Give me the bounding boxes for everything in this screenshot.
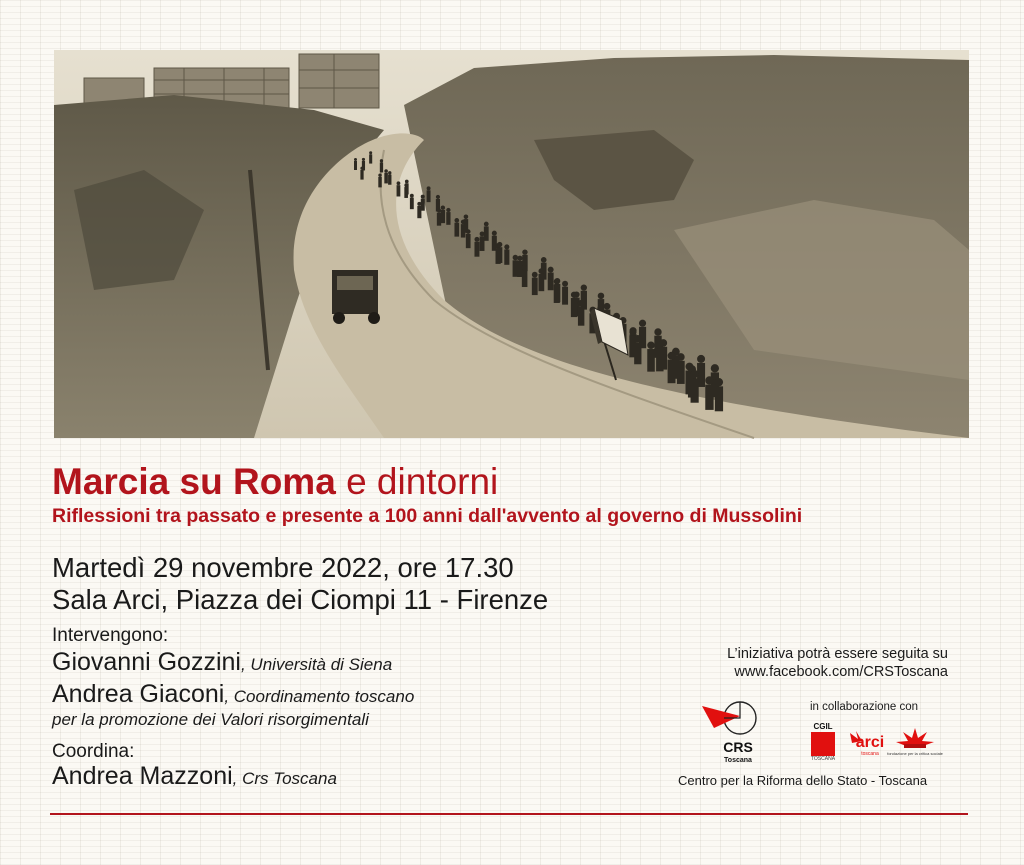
marcher-head <box>388 171 391 174</box>
marcher-head <box>532 272 538 278</box>
cgil-logo-text: CGIL <box>813 722 833 731</box>
bottom-divider <box>50 813 968 815</box>
marcher-head <box>604 303 611 310</box>
marcher-head <box>474 237 479 242</box>
coordinator-label: Coordina: <box>52 741 135 762</box>
marcher-head <box>384 169 388 173</box>
marcher-head <box>715 378 723 386</box>
marcher-figure <box>484 226 489 240</box>
marcher-head <box>380 159 383 162</box>
marcher-figure <box>360 170 363 180</box>
marcher-figure <box>369 154 372 163</box>
marcher-figure <box>388 175 391 185</box>
marcher-figure <box>410 198 414 210</box>
arci-logo-sub: toscana <box>861 751 879 757</box>
marcher-head <box>705 376 713 384</box>
marcher-head <box>369 151 372 154</box>
marcher-head <box>538 268 544 274</box>
marcher-head <box>421 195 425 199</box>
marcher-head <box>578 300 584 306</box>
marcher-head <box>441 206 445 210</box>
marcher-figure <box>497 247 502 263</box>
collab-label: in collaborazione con <box>810 701 919 713</box>
marcher-figure <box>480 236 485 251</box>
speaker-1-affiliation: , Università di Siena <box>240 655 393 674</box>
marcher-head <box>571 292 577 298</box>
fondazione-logo-text: fondazione per la critica sociale <box>887 751 943 756</box>
marcher-head <box>362 158 365 161</box>
marcher-figure <box>532 278 538 295</box>
marcher-head <box>410 194 414 198</box>
marcher-figure <box>474 242 479 257</box>
historical-march-photo <box>54 50 969 438</box>
coordinator-affiliation: , Crs Toscana <box>232 769 337 788</box>
speaker-2-affiliation-cont: per la promozione dei Valori risorgimentali <box>52 710 369 729</box>
marcher-head <box>668 352 676 360</box>
marcher-figure <box>668 360 676 384</box>
marcher-head <box>354 158 357 161</box>
crs-logo-text: CRS <box>723 739 753 755</box>
marcher-head <box>397 181 401 185</box>
marcher-head <box>634 335 641 342</box>
marcher-head <box>562 281 568 287</box>
event-venue: Sala Arci, Piazza dei Ciompi 11 - Firenze <box>52 584 549 615</box>
marcher-head <box>598 293 605 300</box>
cgil-logo-icon <box>808 722 838 764</box>
marcher-figure <box>380 162 383 172</box>
marcher-figure <box>660 347 668 370</box>
speaker-1 <box>52 648 392 677</box>
marcher-head <box>417 202 421 206</box>
follow-info <box>686 645 948 681</box>
marcher-figure <box>522 270 528 287</box>
facebook-link[interactable]: www.facebook.com/CRSToscana <box>734 664 948 680</box>
marcher-figure <box>405 183 409 194</box>
marcher-figure <box>427 190 431 202</box>
marcher-head <box>513 255 519 261</box>
coordinator <box>52 762 337 791</box>
marcher-figure <box>417 206 421 218</box>
marcher-figure <box>571 298 577 317</box>
marcher-figure <box>454 223 459 237</box>
marcher-head <box>654 328 661 335</box>
speaker-2 <box>52 680 414 709</box>
event-subtitle: Riflessioni tra passato e presente a 100 anni dall'avvento al governo di Mussolini <box>52 505 803 527</box>
marcher-head <box>517 256 522 261</box>
marcher-figure <box>715 386 723 411</box>
marcher-head <box>427 186 431 190</box>
coordinator-name: Andrea Mazzoni <box>52 762 233 790</box>
marcher-figure <box>384 173 388 184</box>
marcher-head <box>436 195 440 199</box>
marcher-head <box>437 208 441 212</box>
marcher-head <box>639 320 646 327</box>
follow-line: L’iniziativa potrà essere seguita su <box>727 646 948 662</box>
marcher-head <box>446 208 450 212</box>
marcher-head <box>504 244 509 249</box>
marcher-figure <box>538 274 544 291</box>
arci-logo-text: arci <box>855 734 885 751</box>
crs-logo-icon <box>700 696 770 766</box>
marcher-figure <box>446 212 450 225</box>
cgil-logo-sub: TOSCANA <box>810 756 836 762</box>
marcher-figure <box>437 213 441 226</box>
marcher-head <box>360 167 363 170</box>
speaker-1-name: Giovanni Gozzini <box>52 648 241 676</box>
marcher-figure <box>705 385 713 410</box>
marcher-figure <box>504 249 509 264</box>
marcher-head <box>629 328 636 335</box>
marcher-figure <box>578 306 584 325</box>
marcher-figure <box>441 210 445 223</box>
marcher-head <box>711 364 719 372</box>
speakers-label: Intervengono: <box>52 625 169 646</box>
title-light: e dintorni <box>346 461 499 502</box>
marcher-head <box>480 231 485 236</box>
event-title <box>52 460 498 504</box>
speaker-2-affiliation: , Coordinamento toscano <box>224 687 415 706</box>
marcher-head <box>497 242 502 247</box>
marcher-figure <box>397 185 401 196</box>
marcher-head <box>697 355 705 363</box>
marcher-figure <box>647 349 655 372</box>
marcher-figure <box>562 287 568 305</box>
fondazione-logo-icon <box>887 724 943 760</box>
marcher-figure <box>513 260 519 277</box>
marcher-figure <box>466 234 471 248</box>
cgil-red-square <box>811 732 835 756</box>
marcher-figure <box>354 161 357 170</box>
marcher-head <box>647 341 655 349</box>
title-bold: Marcia su Roma <box>52 461 336 502</box>
event-date: Martedì 29 novembre 2022, ore 17.30 <box>52 552 514 583</box>
marcher-head <box>454 218 459 223</box>
marcher-head <box>541 257 547 263</box>
marcher-figure <box>691 378 699 402</box>
speaker-2-name: Andrea Giaconi <box>52 680 225 708</box>
marcher-head <box>405 180 409 184</box>
organizer-name: Centro per la Riforma dello Stato - Toscana <box>678 773 928 788</box>
arci-logo-icon <box>846 729 886 757</box>
marcher-head <box>660 339 668 347</box>
marcher-head <box>581 284 587 290</box>
marcher-head <box>548 267 554 273</box>
marcher-figure <box>554 285 560 303</box>
marcher-head <box>554 278 560 284</box>
marcher-head <box>522 265 528 271</box>
crs-logo-sub: Toscana <box>724 757 752 764</box>
marcher-head <box>492 231 497 236</box>
marcher-head <box>378 174 381 177</box>
marcher-head <box>691 370 699 378</box>
marcher-figure <box>378 177 381 187</box>
marcher-figure <box>548 273 554 291</box>
marcher-head <box>466 229 471 234</box>
marcher-figure <box>634 342 641 364</box>
marcher-head <box>484 222 489 227</box>
marcher-head <box>464 215 469 220</box>
marcher-head <box>522 249 527 254</box>
